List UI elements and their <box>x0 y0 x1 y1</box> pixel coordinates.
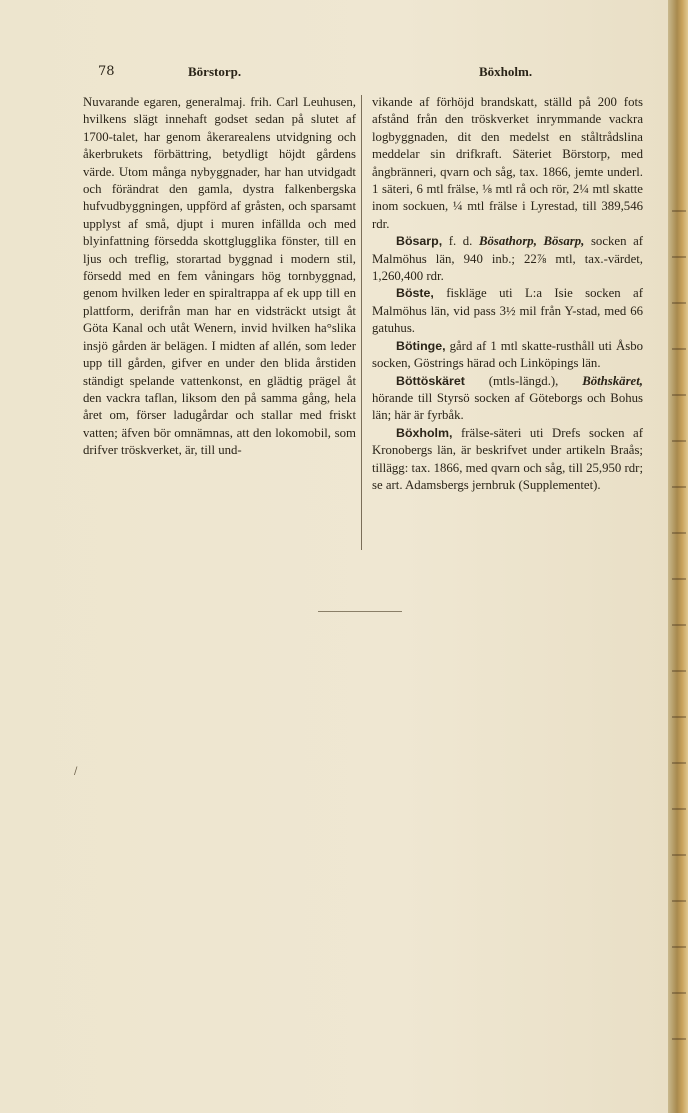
paper-speck: / <box>74 766 78 777</box>
entry-text: fiskläge uti L:a Isie socken af Malmöhus län, vid pass 3½ mil från Y-stad, med 66 gatuhus. <box>372 286 643 336</box>
entry-italic: Böthskäret, <box>582 373 643 388</box>
entry-botinge <box>372 338 643 373</box>
page-number: 78 <box>98 64 115 79</box>
entry-boxholm <box>372 425 643 495</box>
entry-text: socken af Malmöhus län, 940 inb.; 22⅞ mtl, tax.-värdet, 1,260,400 rdr. <box>372 234 644 284</box>
left-running-head: Börstorp. <box>188 64 242 79</box>
headword: Böste, <box>396 286 434 301</box>
entry-text: f. d. <box>442 234 479 249</box>
entry-text: (mtls-längd.), <box>464 373 583 388</box>
column-divider <box>361 95 362 550</box>
right-column <box>372 94 643 494</box>
edge-marks <box>672 180 686 1080</box>
headword: Böttöskäret <box>396 373 465 388</box>
left-column <box>83 94 356 460</box>
continuation-paragraph: vikande af förhöjd brandskatt, ställd på 200 fots afstånd från den tröskverket inrymmande vackra logbyggnaden, dit den medelst en ståltrådslina meddelar sin drifkraft. Säteriet Börstorp, med ångbränneri, qvarn och såg, tax. 1866, jemte underl. 1 säteri, 6 mtl frälse, ⅛ mtl rå och rör, 2¼ mtl skatte inom sockuen, ¼ mtl frälse i Lyrestad, till 389,546 rdr. <box>372 95 643 231</box>
entry-text: hörande till Styrsö socken af Göteborgs och Bohus län; här är fyrbåk. <box>372 390 643 423</box>
entry-italic: Bösathorp, Bösarp, <box>478 234 585 249</box>
entry-bosarp <box>372 233 643 285</box>
right-running-head: Böxholm. <box>479 64 533 79</box>
headword: Bösarp, <box>396 234 443 249</box>
running-header <box>98 64 648 84</box>
closing-rule <box>318 611 402 612</box>
page-edge <box>668 0 688 1113</box>
entry-text: gård af 1 mtl skatte-rusthåll uti Åsbo socken, Göstrings härad och Linköpings län. <box>372 338 643 371</box>
entry-bottoskaret <box>372 373 643 425</box>
headword: Böxholm, <box>396 425 453 440</box>
entry-boste <box>372 285 643 337</box>
entry-text: frälse-säteri uti Drefs socken af Kronobergs län, är beskrifvet under artikeln Braås; tillägg: tax. 1866, med qvarn och såg, till 25,950 rdr; se art. Adamsbergs jernbruk (Supplementet). <box>372 425 643 492</box>
left-paragraph: Nuvarande egaren, generalmaj. frih. Carl Leuhusen, hvilkens slägt innehaft godset sedan på slutet af 1700-talet, har genom åkerarealens utvidgning och åkerbrukets förbättring, betydligt höjdt gårdens värde. Utom många nybyggnader, har han utvidgadt och förändrat den gamla, dystra falkenbergska hufvudbyggningen, uppförd af gråsten, och sparsamt upplyst af små, djupt i muren infällda och med blyinfattning försedda skottglugglika fönster, till en ljus och treflig, storartad byggnad i modern stil, försedd med en fem våningars hög tornbyggnad, genom hvilken leder en spiraltrappa af ek upp till en plattform, derifrån man har en vidsträckt utsigt åt Göta Kanal och utåt Wenern, invid hvilken ha°slika insjö gården är belägen. I midten af allén, som leder upp till gården, gifver en under den blida årstiden ständigt spelande vattenkonst, en glädtig prägel åt den vackra taflan, liksom den på samma gång, hela året om, förser ladugårdar och stallar med friskt vatten; äfven bör omnämnas, att den lokomobil, som drifver tröskverket, är, till und- <box>83 95 356 458</box>
headword: Bötinge, <box>396 338 446 353</box>
